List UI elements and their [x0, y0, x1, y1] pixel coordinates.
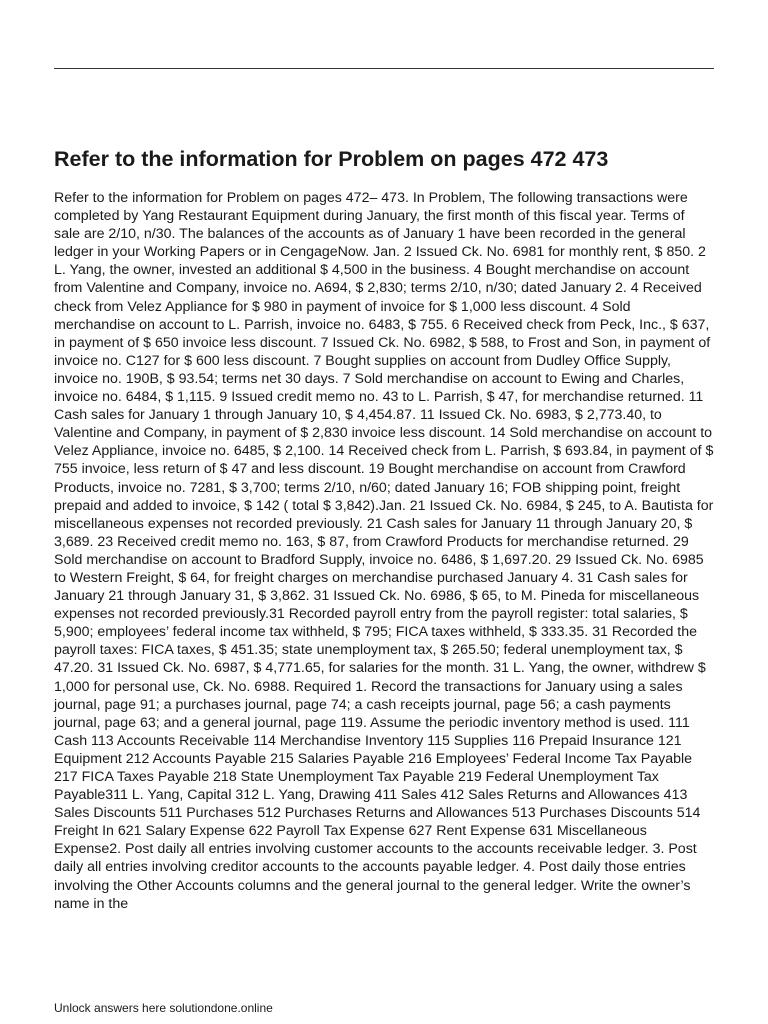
footer-unlock-text: Unlock answers here solutiondone.online — [54, 1001, 273, 1015]
top-divider — [54, 68, 714, 69]
page-title: Refer to the information for Problem on pages 472 473 — [54, 147, 609, 171]
problem-body-text: Refer to the information for Problem on pages 472– 473. In Problem, The following transactions were completed by Yang Restaurant Equipment during January, the first month of this fiscal year. Terms of sale are 2/10, n/30. The balances of the accounts as of January 1 have been recorded in the general ledger in your Working Papers or in CengageNow. Jan. 2 Issued Ck. No. 6981 for monthly rent, $ 850. 2 L. Yang, the owner, invested an additional $ 4,500 in the business. 4 Bought merchandise on account from Valentine and Company, invoice no. A694, $ 2,830; terms 2/10, n/30; dated January 2. 4 Received check from Velez Appliance for $ 980 in payment of invoice for $ 1,000 less discount. 4 Sold merchandise on account to L. Parrish, invoice no. 6483, $ 755. 6 Received check from Peck, Inc., $ 637, in payment of $ 650 invoice less discount. 7 Issued Ck. No. 6982, $ 588, to Frost and Son, in payment of invoice no. C127 for $ 600 less discount. 7 Bought supplies on account from Dudley Office Supply, invoice no. 190B, $ 93.54; terms net 30 days. 7 Sold merchandise on account to Ewing and Charles, invoice no. 6484, $ 1,115. 9 Issued credit memo no. 43 to L. Parrish, $ 47, for merchandise returned. 11 Cash sales for January 1 through January 10, $ 4,454.87. 11 Issued Ck. No. 6983, $ 2,773.40, to Valentine and Company, in payment of $ 2,830 invoice less discount. 14 Sold merchandise on account to Velez Appliance, invoice no. 6485, $ 2,100. 14 Received check from L. Parrish, $ 693.84, in payment of $ 755 invoice, less return of $ 47 and less discount. 19 Bought merchandise on account from Crawford Products, invoice no. 7281, $ 3,700; terms 2/10, n/60; dated January 16; FOB shipping point, freight prepaid and added to invoice, $ 142 ( total $ 3,842).Jan. 21 Issued Ck. No. 6984, $ 245, to A. Bautista for miscellaneous expenses not recorded previously. 21 Cash sales for January 11 through January 20, $ 3,689. 23 Received credit memo no. 163, $ 87, from Crawford Products for merchandise returned. 29 Sold merchandise on account to Bradford Supply, invoice no. 6486, $ 1,697.20. 29 Issued Ck. No. 6985 to Western Freight, $ 64, for freight charges on merchandise purchased January 4. 31 Cash sales for January 21 through January 31, $ 3,862. 31 Issued Ck. No. 6986, $ 65, to M. Pineda for miscellaneous expenses not recorded previously.31 Recorded payroll entry from the payroll register: total salaries, $ 5,900; employees’ federal income tax withheld, $ 795; FICA taxes withheld, $ 333.35. 31 Recorded the payroll taxes: FICA taxes, $ 451.35; state unemployment tax, $ 265.50; federal unemployment tax, $ 47.20. 31 Issued Ck. No. 6987, $ 4,771.65, for salaries for the month. 31 L. Yang, the owner, withdrew $ 1,000 for personal use, Ck. No. 6988. Required 1. Record the transactions for January using a sales journal, page 91; a purchases journal, page 74; a cash receipts journal, page 56; a cash payments journal, page 63; and a general journal, page 119. Assume the periodic inventory method is used. 111 Cash 113 Accounts Receivable 114 Merchandise Inventory 115 Supplies 116 Prepaid Insurance 121 Equipment 212 Accounts Payable 215 Salaries Payable 216 Employees’ Federal Income Tax Payable 217 FICA Taxes Payable 218 State Unemployment Tax Payable 219 Federal Unemployment Tax Payable311 L. Yang, Capital 312 L. Yang, Drawing 411 Sales 412 Sales Returns and Allowances 413 Sales Discounts 511 Purchases 512 Purchases Returns and Allowances 513 Purchases Discounts 514 Freight In 621 Salary Expense 622 Payroll Tax Expense 627 Rent Expense 631 Miscellaneous Expense2. Post daily all entries involving customer accounts to the accounts receivable ledger. 3. Post daily all entries involving creditor accounts to the accounts payable ledger. 4. Post daily those entries involving the Other Accounts columns and the general journal to the general ledger. Write the owner’s name in the — [54, 190, 714, 912]
